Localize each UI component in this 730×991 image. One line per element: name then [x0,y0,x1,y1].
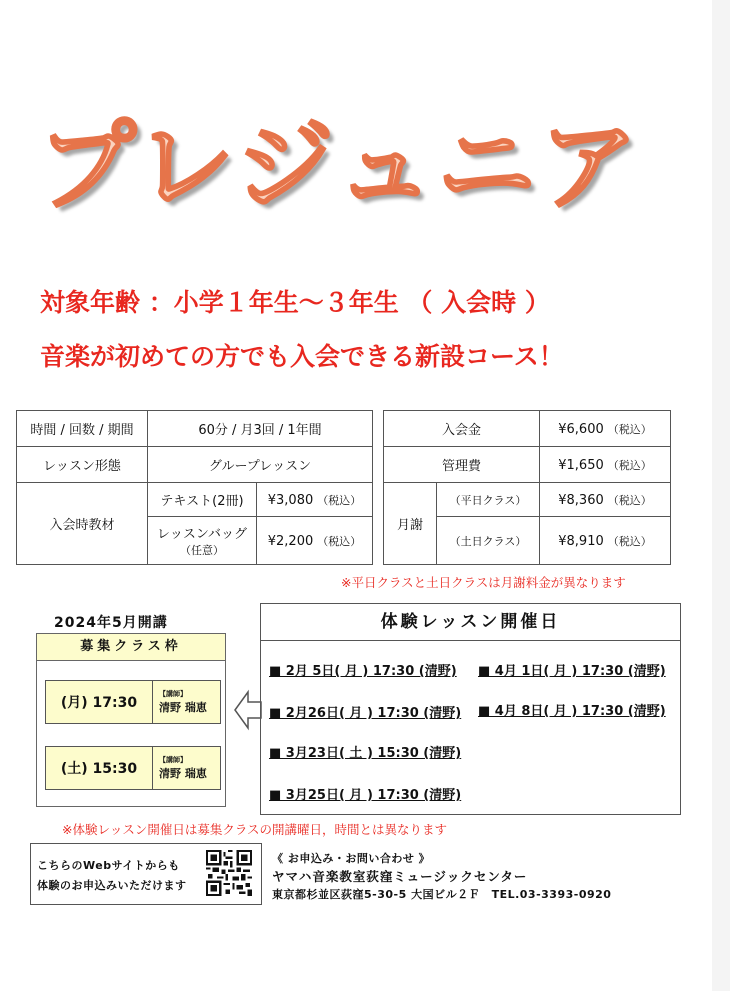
class-slot [45,746,221,790]
weekday-class-price: ¥8,360 （税込） [540,483,671,517]
lesson-bag-label: レッスンバッグ （任意） [148,517,257,565]
fee-note: ※平日クラスと土日クラスは月謝料金が異なります [341,575,626,590]
contact-heading: 《 お申込み・お問い合わせ 》 [272,852,431,865]
lesson-bag-price: ¥2,200 （税込） [257,517,373,565]
class-time: (月) 17:30 [46,681,153,723]
management-fee-label: 管理費 [384,447,540,483]
entry-fee-label: 入会金 [384,411,540,447]
weekend-class-label: （土日クラス） [437,517,540,565]
trial-lesson-title: 体験レッスン開催日 [261,604,680,641]
trial-date: ■ 3月25日( 月 ) 17:30 (清野) [269,788,462,803]
contact-info [272,850,611,904]
monthly-fee-label: 月謝 [384,483,437,565]
trial-date: ■ 4月 1日( 月 ) 17:30 (清野) [478,664,666,679]
course-description: 音楽が初めての方でも入会できる新設コース！ [40,342,564,371]
class-slot [45,680,221,724]
weekend-class-price: ¥8,910 （税込） [540,517,671,565]
lesson-info-table [16,410,373,565]
class-teacher: 【講師】 清野 瑞恵 [159,690,207,714]
time-value: 60分 / 月3回 / 1年間 [148,411,373,447]
recruit-class-title: 募集クラス枠 [37,634,225,661]
shop-name: ヤマハ音楽教室荻窪ミュージックセンター [272,869,528,884]
trial-lesson-box [260,603,681,815]
shop-address: 東京都杉並区荻窪5-30-5 大国ビル２Ｆ TEL.03-3393-0920 [272,888,612,901]
materials-label: 入会時教材 [17,483,148,565]
web-signup-text: こちらのWebサイトからも 体験のお申込みいただけます [37,859,187,892]
trial-date: ■ 4月 8日( 月 ) 17:30 (清野) [478,704,666,719]
target-age: 対象年齢 ：小学１年生～３年生 （ 入会時 ） [40,288,550,317]
trial-date: ■ 2月 5日( 月 ) 17:30 (清野) [269,664,457,679]
trial-date: ■ 3月23日( 土 ) 15:30 (清野) [269,746,462,761]
trial-date: ■ 2月26日( 月 ) 17:30 (清野) [269,706,462,721]
recruit-class-box [36,633,226,807]
qr-code-icon[interactable] [206,850,252,896]
fee-table [383,410,671,565]
management-fee-price: ¥1,650 （税込） [540,447,671,483]
left-arrow-icon [234,688,262,732]
time-label: 時間 / 回数 / 期間 [17,411,148,447]
web-signup-box [30,843,262,905]
class-time: (土) 15:30 [46,747,153,789]
textbook-price: ¥3,080 （税込） [257,483,373,517]
page-title: プレジュニア [38,110,642,224]
weekday-class-label: （平日クラス） [437,483,540,517]
class-teacher: 【講師】 清野 瑞恵 [159,756,207,780]
opening-date: 2024年5月開講 [54,615,168,631]
entry-fee-price: ¥6,600 （税込） [540,411,671,447]
trial-note: ※体験レッスン開催日は募集クラスの開講曜日，時間とは異なります [62,822,447,837]
textbook-label: テキスト(2冊) [148,483,257,517]
lesson-type-value: グループレッスン [148,447,373,483]
lesson-type-label: レッスン形態 [17,447,148,483]
